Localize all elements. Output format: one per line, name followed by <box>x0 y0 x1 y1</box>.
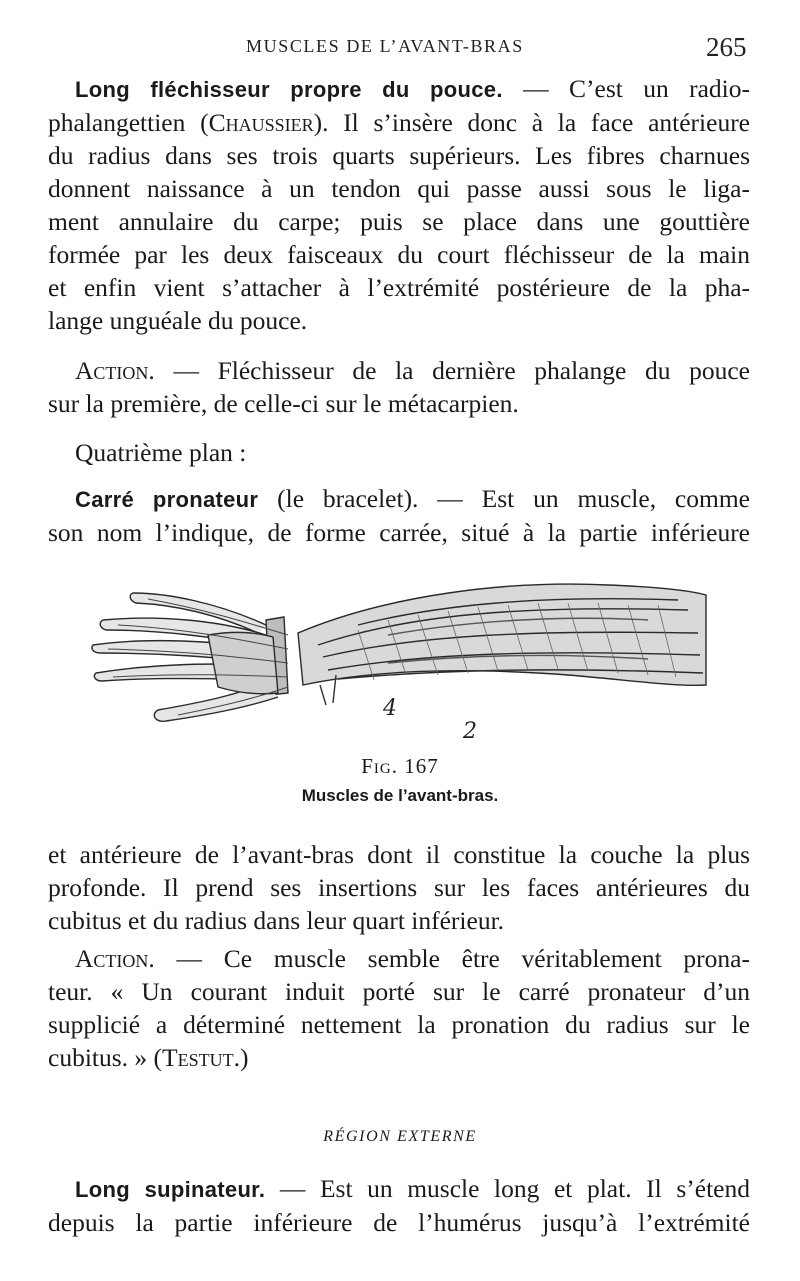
text-line: phalangettien (Chaussier). Il s’insère donc à la face antérieure <box>48 108 751 137</box>
text-line: sur la première, de celle-ci sur le métacarpien. <box>48 389 519 418</box>
forearm-muscles-illustration <box>88 575 708 750</box>
text-line: donnent naissance à un tendon qui passe aussi sous le liga- <box>48 174 750 203</box>
running-title: MUSCLES DE L’AVANT-BRAS <box>246 36 524 56</box>
text-line: profonde. Il prend ses insertions sur les faces antérieures du <box>48 873 750 902</box>
section-heading: Long supinateur. <box>75 1177 266 1202</box>
paragraph-action-2 <box>48 942 750 1074</box>
author-citation: Chaussier <box>208 108 314 137</box>
text-line: teur. « Un courant induit porté sur le carré pronateur d’un <box>48 977 750 1006</box>
action-label: Action. <box>75 944 155 973</box>
text-line: Carré pronateur (le bracelet). — Est un muscle, comme <box>75 484 750 513</box>
text-line: lange unguéale du pouce. <box>48 306 308 335</box>
page-header <box>0 32 800 62</box>
text-line: Long fléchisseur propre du pouce. — C’est un radio- <box>75 74 750 103</box>
text-line: et antérieure de l’avant-bras dont il constitue la couche la plus <box>48 840 750 869</box>
page-number: 265 <box>706 32 747 62</box>
region-heading: RÉGION EXTERNE <box>323 1128 477 1145</box>
section-heading: Long fléchisseur propre du pouce. <box>75 77 503 102</box>
figure-number-label: 2 <box>463 719 477 744</box>
text-line: Action. — Fléchisseur de la dernière phalange du pouce <box>75 356 750 385</box>
text-line: depuis la partie inférieure de l’humérus jusqu’à l’extrémité <box>48 1208 750 1237</box>
figure-label: Fig. 167 <box>361 754 439 778</box>
action-label: Action. <box>75 356 155 385</box>
text-line: et enfin vient s’attacher à l’extrémité postérieure de la pha- <box>48 273 750 302</box>
paragraph-carre-pronateur <box>48 482 750 549</box>
text-line: Long supinateur. — Est un muscle long et plat. Il s’étend <box>75 1174 750 1203</box>
figure-caption: Muscles de l’avant-bras. <box>301 786 499 805</box>
text-line: supplicié a déterminé nettement la pronation du radius sur le <box>48 1010 750 1039</box>
section-heading: Carré pronateur <box>75 487 259 512</box>
text-line: cubitus et du radius dans leur quart inférieur. <box>48 906 505 935</box>
paragraph-action-1 <box>48 354 750 420</box>
text-line: ment annulaire du carpe; puis se place dans une gouttière <box>48 207 750 236</box>
text-line: formée par les deux faisceaux du court fléchisseur de la main <box>48 240 750 269</box>
text-line: Action. — Ce muscle semble être véritablement prona- <box>75 944 750 973</box>
paragraph-plan <box>48 436 750 469</box>
figure-number-label: 4 <box>383 696 397 721</box>
paragraph-long-flechisseur <box>48 72 750 337</box>
author-citation: Testut <box>162 1043 234 1072</box>
text-line: son nom l’indique, de forme carrée, situé à la partie inférieure <box>48 518 750 547</box>
text-line: cubitus. » (Testut.) <box>48 1043 249 1072</box>
text-line: du radius dans ses trois quarts supérieurs. Les fibres charnues <box>48 141 750 170</box>
paragraph-long-supinateur <box>48 1172 750 1239</box>
text-line: Quatrième plan : <box>75 438 247 467</box>
paragraph-carre-pronateur-cont <box>48 838 750 937</box>
